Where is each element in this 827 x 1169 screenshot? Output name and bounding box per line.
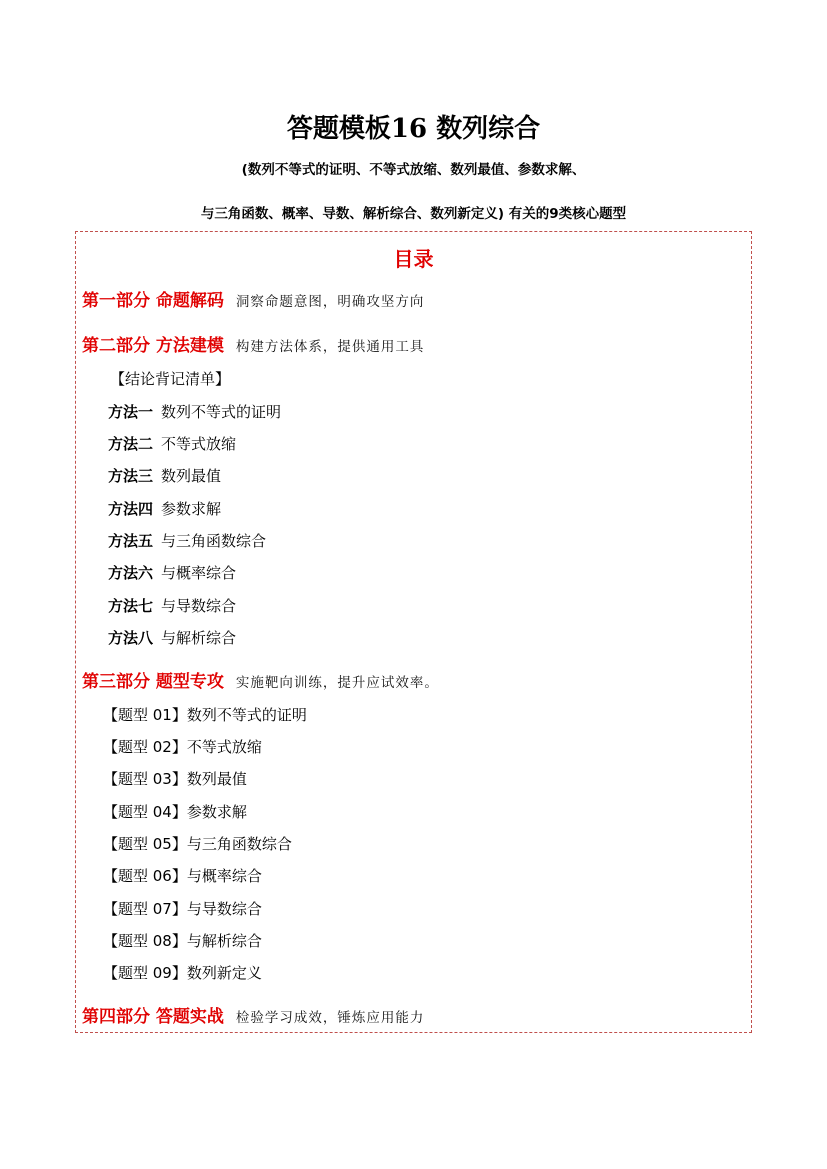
method-8-text: 与解析综合: [161, 629, 237, 647]
document-title: 答题模板16 数列综合: [286, 114, 541, 144]
method-8-label: 方法八: [108, 629, 154, 647]
method-5-label: 方法五: [108, 532, 154, 550]
part-2: [82, 331, 424, 356]
subtitle-line-2: 与三角函数、概率、导数、解析综合、数列新定义) 有关的9类核心题型: [200, 206, 627, 222]
part-3: [82, 667, 439, 692]
method-8: [108, 627, 236, 648]
subtitle-line-1: (数列不等式的证明、不等式放缩、数列最值、参数求解、: [241, 162, 586, 178]
method-2-label: 方法二: [108, 435, 154, 453]
method-1-text: 数列不等式的证明: [161, 403, 282, 421]
question-type-03: 【题型 03】数列最值: [103, 770, 247, 788]
method-3-label: 方法三: [108, 467, 154, 485]
method-5-text: 与三角函数综合: [161, 532, 267, 550]
method-7-text: 与导数综合: [161, 597, 237, 615]
part-3-desc: 实施靶向训练，提升应试效率。: [235, 675, 439, 691]
part-4-title: 第四部分 答题实战: [82, 1007, 224, 1027]
method-4: [108, 498, 221, 519]
question-type-05: 【题型 05】与三角函数综合: [103, 835, 292, 853]
method-4-text: 参数求解: [161, 500, 222, 518]
method-6-label: 方法六: [108, 564, 154, 582]
part-1-title: 第一部分 命题解码: [82, 291, 224, 311]
part-4-desc: 检验学习成效，锤炼应用能力: [235, 1010, 425, 1026]
method-2-text: 不等式放缩: [161, 435, 237, 453]
method-2: [108, 433, 236, 454]
checklist-heading: 【结论背记清单】: [110, 370, 231, 388]
question-type-02: 【题型 02】不等式放缩: [103, 738, 262, 756]
question-type-06: 【题型 06】与概率综合: [103, 867, 262, 885]
question-type-07: 【题型 07】与导数综合: [103, 900, 262, 918]
method-3: [108, 465, 221, 486]
method-3-text: 数列最值: [161, 467, 222, 485]
part-1: [82, 286, 424, 311]
method-5: [108, 530, 266, 551]
method-7: [108, 595, 236, 616]
question-type-01: 【题型 01】数列不等式的证明: [103, 706, 307, 724]
method-1: [108, 401, 281, 422]
part-1-desc: 洞察命题意图，明确攻坚方向: [235, 294, 425, 310]
method-4-label: 方法四: [108, 500, 154, 518]
question-type-09: 【题型 09】数列新定义: [103, 964, 262, 982]
method-6-text: 与概率综合: [161, 564, 237, 582]
part-4: [82, 1002, 424, 1027]
method-1-label: 方法一: [108, 403, 154, 421]
part-3-title: 第三部分 题型专攻: [82, 672, 224, 692]
method-6: [108, 562, 236, 583]
method-7-label: 方法七: [108, 597, 154, 615]
question-type-04: 【题型 04】参数求解: [103, 803, 247, 821]
question-type-08: 【题型 08】与解析综合: [103, 932, 262, 950]
toc-title: 目录: [393, 247, 434, 271]
part-2-title: 第二部分 方法建模: [82, 336, 224, 356]
part-2-desc: 构建方法体系，提供通用工具: [235, 339, 425, 355]
